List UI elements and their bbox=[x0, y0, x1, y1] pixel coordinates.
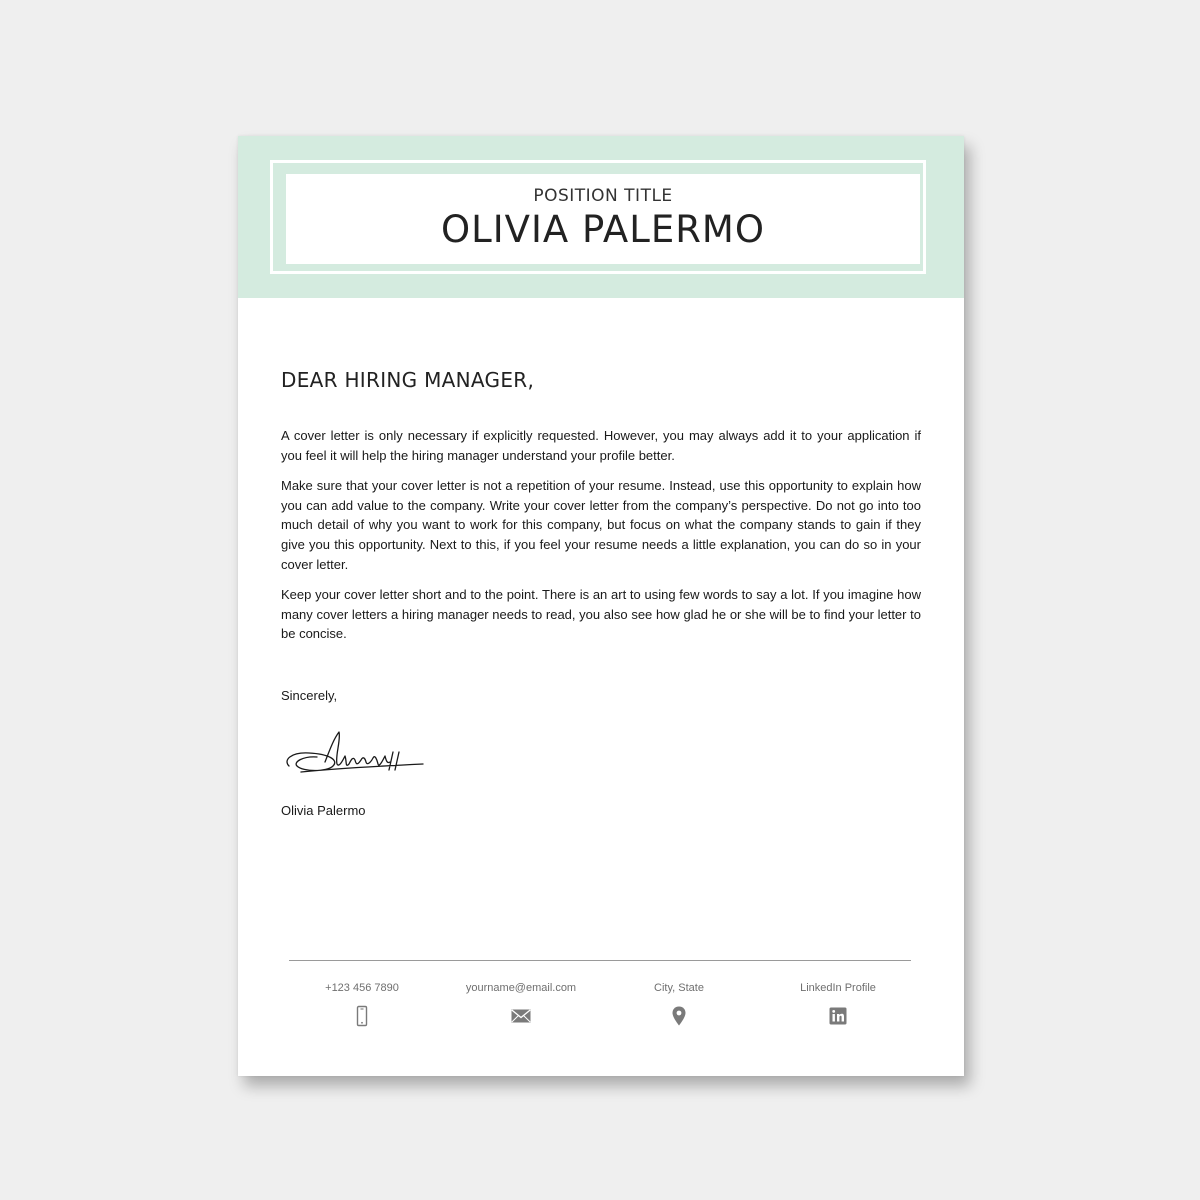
body-paragraph: Make sure that your cover letter is not a repetition of your resume. Instead, use this opportunity to explain how you can add value to the company. Write your cover letter from the company’s perspective. Do not go into too much detail of why you want to work for this company, but focus on what the company stands to gain if they give you this opportunity. Next to this, if you feel your resume needs a little explanation, you can do so in your cover letter. bbox=[281, 478, 921, 572]
envelope-icon bbox=[510, 1005, 532, 1027]
cover-letter-page bbox=[238, 136, 964, 1076]
closing: Sincerely, bbox=[281, 688, 338, 703]
linkedin-label: LinkedIn Profile bbox=[800, 982, 876, 994]
body-paragraph: A cover letter is only necessary if explicitly requested. However, you may always add it to your application if you feel it will help the hiring manager understand your profile better. bbox=[281, 428, 921, 463]
location-pin-icon bbox=[668, 1005, 690, 1027]
linkedin-icon bbox=[827, 1005, 849, 1027]
contact-location bbox=[599, 980, 759, 1027]
email-label: yourname@email.com bbox=[465, 982, 577, 994]
footer-divider bbox=[289, 960, 911, 961]
position-title: POSITION TITLE bbox=[533, 186, 673, 206]
applicant-name: OLIVIA PALERMO bbox=[441, 208, 765, 251]
contact-phone bbox=[282, 980, 442, 1027]
phone-icon bbox=[351, 1005, 373, 1027]
signed-name: Olivia Palermo bbox=[281, 803, 366, 818]
body-paragraph: Keep your cover letter short and to the point. There is an art to using few words to say a lot. If you imagine how many cover letters a hiring manager needs to read, you also see how glad he or she will be to find your letter to be concise. bbox=[281, 587, 921, 642]
location-label: City, State bbox=[654, 982, 704, 994]
contact-email bbox=[441, 980, 601, 1027]
phone-label: +123 456 7890 bbox=[325, 982, 399, 994]
contact-linkedin bbox=[758, 980, 918, 1027]
header-name-box bbox=[286, 174, 920, 264]
letter-body bbox=[281, 426, 921, 655]
handwritten-signature bbox=[281, 726, 431, 786]
salutation: DEAR HIRING MANAGER, bbox=[281, 368, 535, 392]
